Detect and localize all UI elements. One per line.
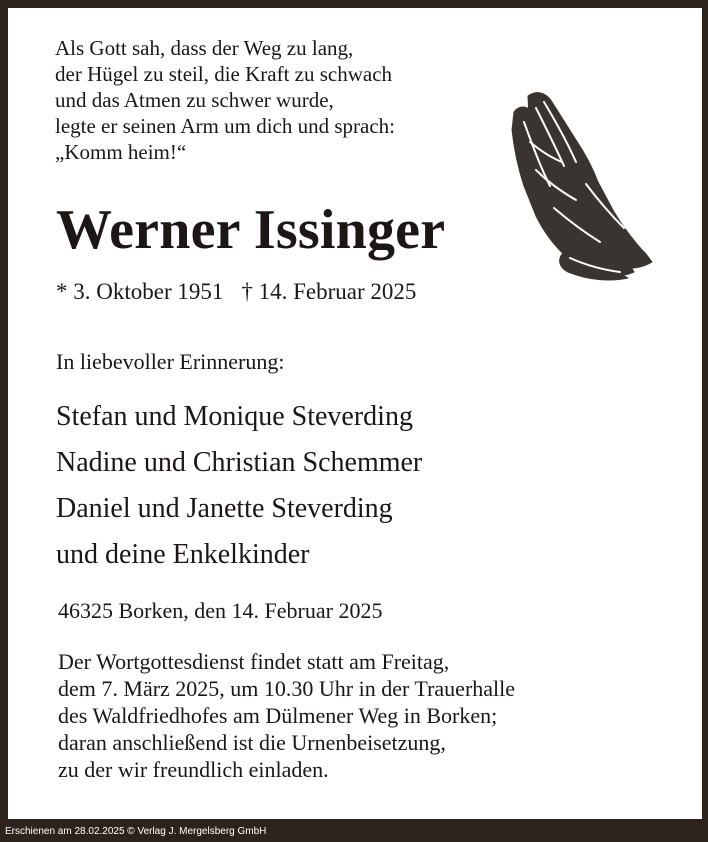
publication-footer: Erschienen am 28.02.2025 © Verlag J. Mergelsberg GmbH (5, 826, 267, 837)
place-date: 46325 Borken, den 14. Februar 2025 (58, 598, 383, 623)
poem-line: „Komm heim!“ (55, 140, 187, 164)
memory-intro: In liebevoller Erinnerung: (56, 349, 285, 374)
deceased-name: Werner Issinger (56, 199, 446, 261)
death-date: † 14. Februar 2025 (241, 279, 417, 304)
service-line: Der Wortgottesdienst findet statt am Freitag, (58, 649, 450, 674)
mourner-line: Daniel und Janette Steverding (56, 493, 393, 524)
service-line: des Waldfriedhofes am Dülmener Weg in Borken; (58, 703, 498, 728)
mourners-list (56, 394, 422, 578)
praying-hands-icon (506, 82, 656, 282)
obituary-notice (8, 8, 702, 819)
service-line: zu der wir freundlich einladen. (58, 757, 329, 782)
mourner-line: Stefan und Monique Steverding (56, 401, 413, 432)
poem (55, 35, 395, 165)
poem-line: der Hügel zu steil, die Kraft zu schwach (55, 62, 393, 86)
service-line: daran anschließend ist die Urnenbeisetzung, (58, 730, 446, 755)
service-info (58, 648, 515, 783)
poem-line: und das Atmen zu schwer wurde, (55, 88, 334, 112)
life-dates (56, 278, 416, 306)
mourner-line: Nadine und Christian Schemmer (56, 447, 423, 478)
birth-date: * 3. Oktober 1951 (56, 279, 224, 304)
mourner-line: und deine Enkelkinder (56, 539, 310, 570)
poem-line: Als Gott sah, dass der Weg zu lang, (55, 36, 354, 60)
service-line: dem 7. März 2025, um 10.30 Uhr in der Trauerhalle (58, 676, 516, 701)
poem-line: legte er seinen Arm um dich und sprach: (55, 114, 395, 138)
